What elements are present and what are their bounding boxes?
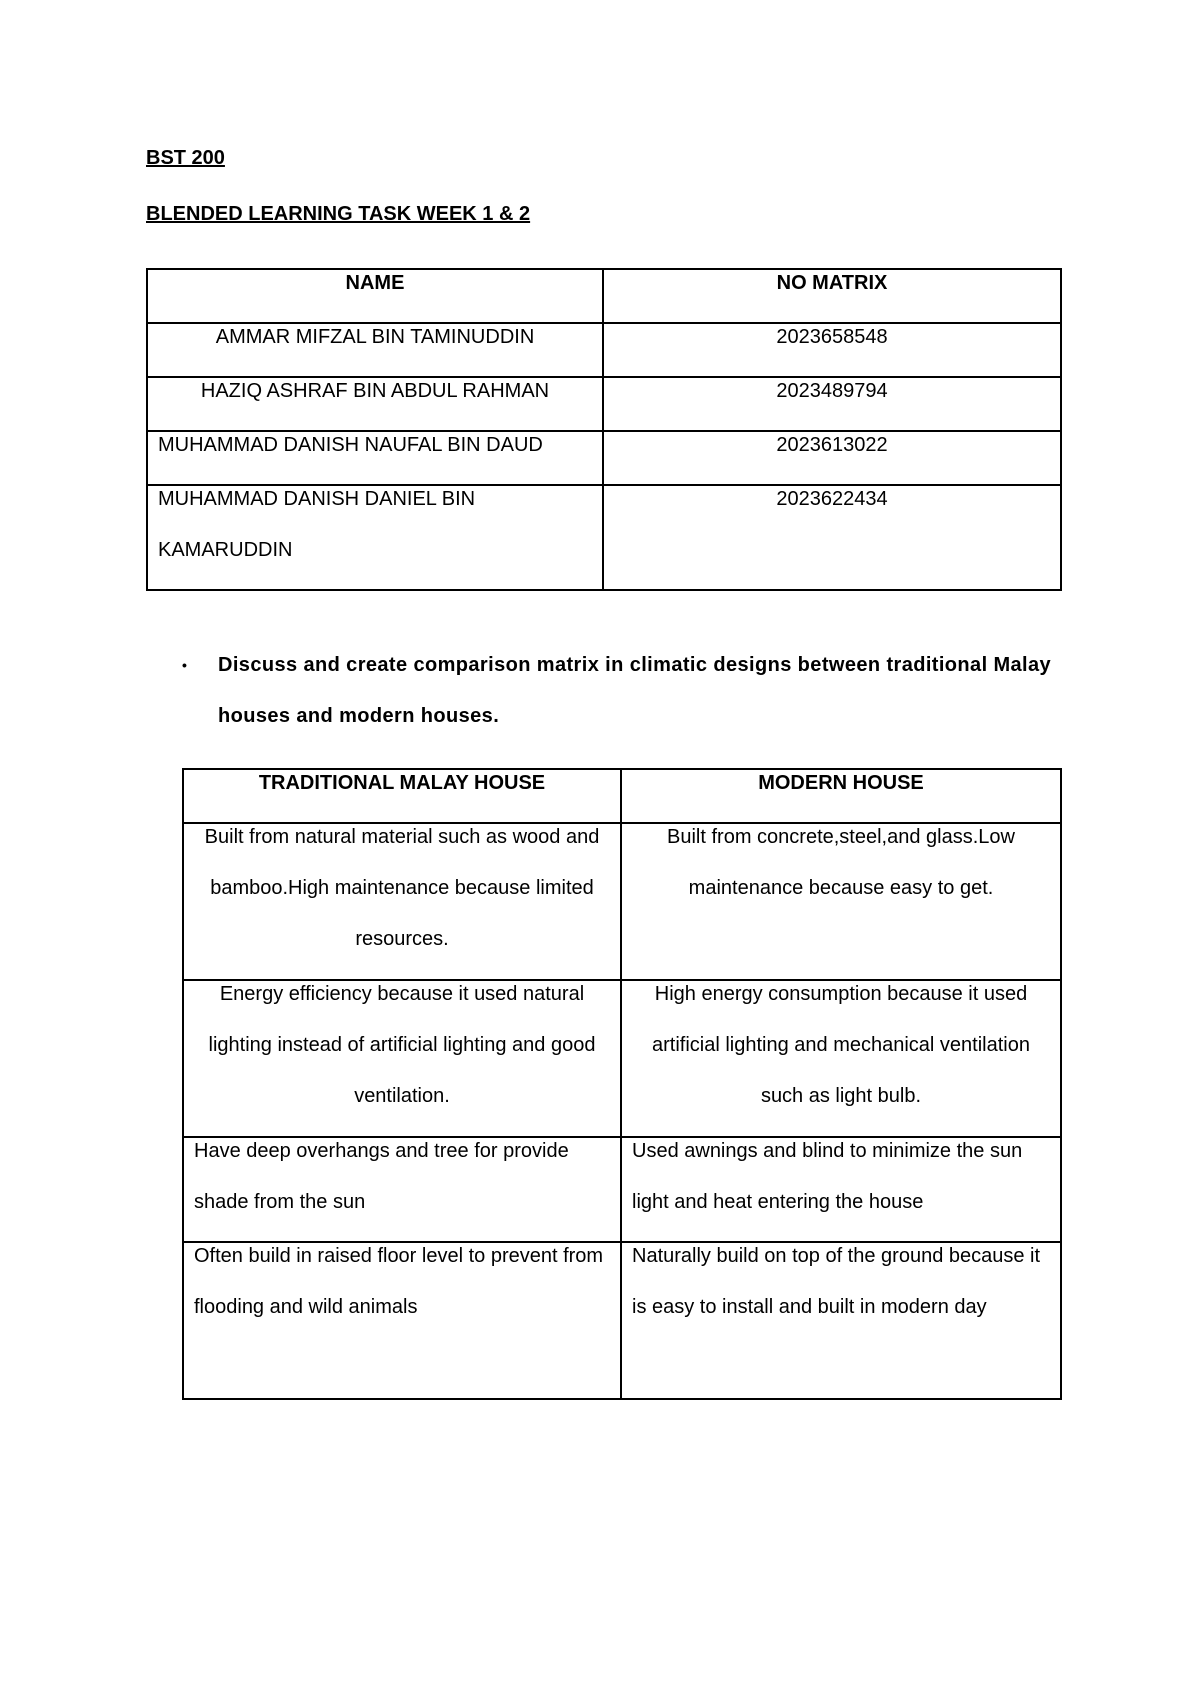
member-name: HAZIQ ASHRAF BIN ABDUL RAHMAN: [147, 377, 603, 431]
traditional-text: Have deep overhangs and tree for provide shade from the sun: [194, 1140, 569, 1213]
member-matrix: 2023622434: [603, 485, 1061, 590]
member-matrix: 2023613022: [603, 431, 1061, 485]
table-row: [183, 1137, 1061, 1242]
modern-cell: [621, 1137, 1061, 1242]
traditional-cell: [183, 980, 621, 1137]
comparison-table: [182, 768, 1062, 1400]
modern-cell: [621, 1242, 1061, 1399]
comparison-header-traditional: TRADITIONAL MALAY HOUSE: [183, 769, 621, 823]
traditional-text: Often build in raised floor level to prevent from flooding and wild animals: [194, 1245, 604, 1318]
member-name: AMMAR MIFZAL BIN TAMINUDDIN: [147, 323, 603, 377]
members-header-matrix: NO MATRIX: [603, 269, 1061, 323]
member-name: MUHAMMAD DANISH DANIEL BIN KAMARUDDIN: [158, 488, 476, 561]
member-matrix: 2023658548: [603, 323, 1061, 377]
table-row: [183, 823, 1061, 980]
members-header-name: NAME: [147, 269, 603, 323]
traditional-cell: [183, 823, 621, 980]
traditional-cell: [183, 1137, 621, 1242]
table-row: [147, 323, 1061, 377]
modern-cell: [621, 823, 1061, 980]
member-name: MUHAMMAD DANISH NAUFAL BIN DAUD: [147, 431, 603, 485]
modern-text: Built from concrete,steel,and glass.Low maintenance because easy to get.: [667, 826, 1015, 899]
traditional-cell: [183, 1242, 621, 1399]
comparison-header-modern: MODERN HOUSE: [621, 769, 1061, 823]
course-code-heading: BST 200: [146, 147, 225, 169]
modern-text: Naturally build on top of the ground because it is easy to install and built in modern day: [632, 1245, 1041, 1318]
question-item: [182, 640, 1062, 742]
member-matrix: 2023489794: [603, 377, 1061, 431]
traditional-text: Energy efficiency because it used natural lighting instead of artificial lighting and good ventilation.: [208, 983, 596, 1107]
bullet-icon: •: [182, 657, 187, 673]
task-title-heading: BLENDED LEARNING TASK WEEK 1 & 2: [146, 203, 531, 225]
table-row: [147, 377, 1061, 431]
members-header-row: [147, 269, 1061, 323]
member-name-cell: [147, 485, 603, 590]
table-row: [183, 1242, 1061, 1399]
traditional-text: Built from natural material such as wood and bamboo.High maintenance because limited resources.: [204, 826, 600, 950]
members-table: [146, 268, 1062, 591]
table-row: [147, 485, 1061, 590]
question-text: Discuss and create comparison matrix in climatic designs between traditional Malay houses and modern houses.: [218, 654, 1052, 727]
modern-text: High energy consumption because it used artificial lighting and mechanical ventilation such as light bulb.: [652, 983, 1030, 1107]
table-row: [183, 980, 1061, 1137]
modern-text: Used awnings and blind to minimize the sun light and heat entering the house: [632, 1140, 1023, 1213]
modern-cell: [621, 980, 1061, 1137]
